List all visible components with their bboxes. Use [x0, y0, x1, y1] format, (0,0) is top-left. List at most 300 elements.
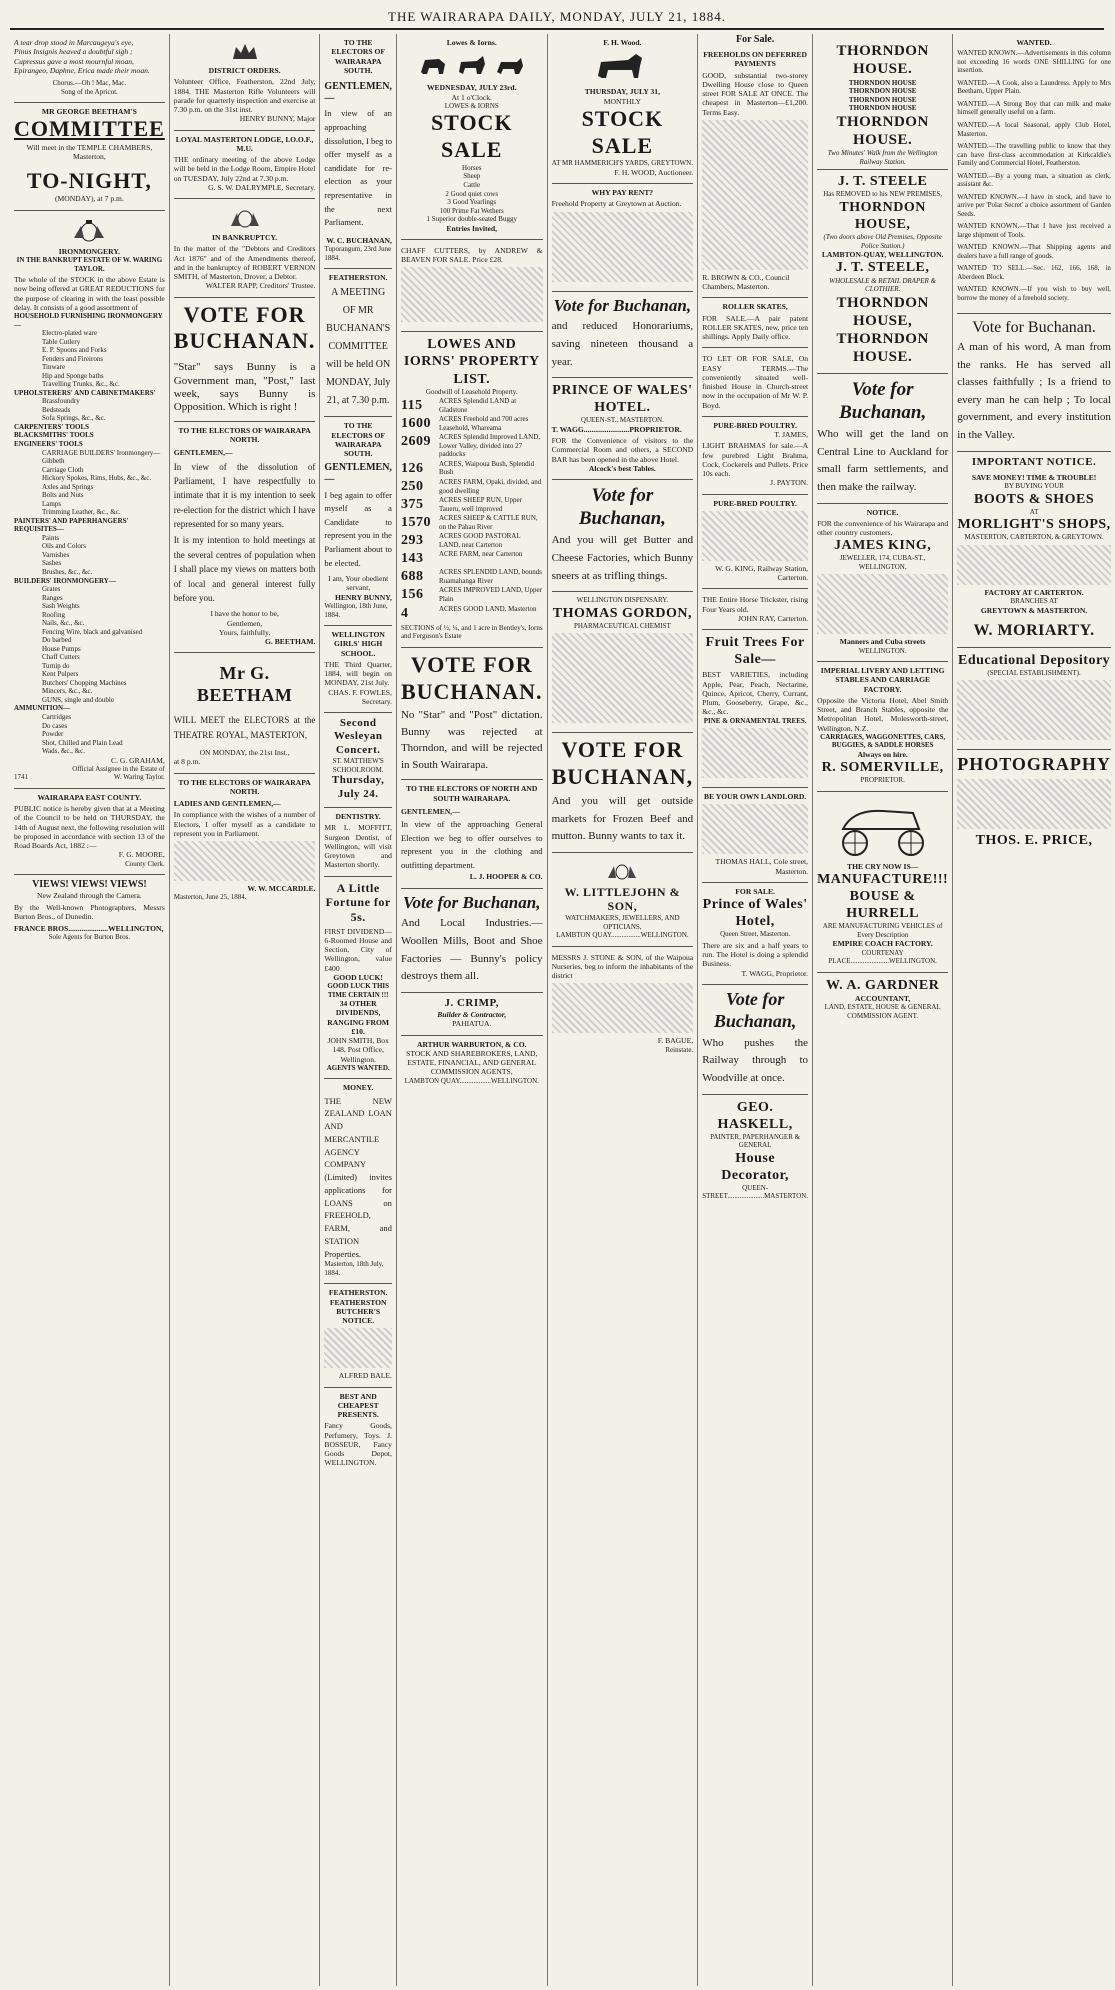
- list-item: Sash Weights: [42, 602, 80, 611]
- notice-body: FOR the convenience of his Wairarapa and other country customers,: [817, 518, 949, 537]
- prince-lease-subtitle: Queen Street, Masterton.: [720, 930, 791, 939]
- freeholds-title: FREEHOLDS ON DEFERRED PAYMENTS: [703, 50, 808, 69]
- royal-crest-icon: [174, 206, 316, 230]
- wood-header: F. H. Wood.: [603, 38, 642, 47]
- text-block-placeholder: [957, 779, 1111, 829]
- list-item: BUILDERS' IRONMONGERY—: [14, 576, 116, 585]
- electors-south2-date: Wellington, 18th June, 1884.: [324, 601, 388, 619]
- bouse-title: THE CRY NOW IS—: [847, 861, 919, 871]
- bankruptcy-title: IN BANKRUPTCY.: [212, 233, 278, 242]
- list-item: WANTED KNOWN.—Advertisements in this column not exceeding 16 words ONE SHILLING for one insertion.: [957, 49, 1111, 75]
- columns: [10, 34, 1111, 1986]
- property-text: ACRES SHEEP & CATTLE RUN, on the Pahau River: [438, 514, 538, 531]
- fortune-title: A Little Fortune for 5s.: [325, 880, 391, 924]
- list-item: Trimming Leather, &c., &c.: [42, 508, 121, 517]
- electors-south-greeting: GENTLEMEN,—: [324, 81, 392, 105]
- fruit-body: BEST VARIETIES, including Apple, Pear, Peach, Nectarine, Quince, Apricot, Cherry, Currant, Plum, Gooseberry, Grape, &c., &c., &c.: [702, 670, 809, 717]
- electors-south-signature: W. C. BUCHANAN,: [326, 235, 392, 245]
- thorndon-repeat: THORNDON HOUSE: [848, 95, 917, 104]
- list-item: WANTED TO SELL.—Sec. 162, 166, 168, in Aberdeen Block.: [957, 264, 1111, 281]
- educational-ad: [957, 648, 1111, 751]
- steele2: J. T. STEELE,: [835, 260, 930, 276]
- list-item: UPHOLSTERERS' AND CABINETMAKERS': [14, 388, 156, 397]
- list-item: Cartridges: [42, 713, 72, 721]
- list-item: Sashes: [42, 559, 62, 568]
- livery-sub: CARRIAGES, WAGGONETTES, CARS, BUGGIES, & SADDLE HORSES: [820, 732, 946, 750]
- wood-monthly: MONTHLY: [603, 96, 641, 106]
- important-name: MORLIGHT'S SHOPS,: [957, 517, 1111, 533]
- volunteer-body: Volunteer Office, Featherston, 22nd July, 1884. THE Masterton Rifle Volunteers will parade for quarterly inspection and exercise at 7.30 p.m. on the 31st inst.: [173, 77, 316, 114]
- vote-buchanan-ad-9: [957, 314, 1111, 452]
- vote-body: Who pushes the Railway through to Woodville at once.: [702, 1036, 809, 1084]
- list-item: Mincers, &c., &c.: [42, 687, 93, 696]
- bague-signature: F. BAGUE,: [657, 1036, 694, 1046]
- dentistry-title: DENTISTRY.: [335, 812, 381, 822]
- vote-line1: VOTE FOR: [410, 651, 533, 677]
- list-item: [401, 586, 543, 603]
- poem-chorus: Chorus.—Oh ! Mac, Mac.: [52, 79, 127, 87]
- property-acres: 4: [400, 605, 409, 621]
- steele-place: THORNDON HOUSE,: [839, 199, 926, 233]
- bouse-factory: EMPIRE COACH FACTORY.: [832, 939, 933, 949]
- poultry2-signature: W. G. KING, Railway Station, Carterton.: [715, 563, 809, 583]
- committee-title: COMMITTEE: [14, 116, 165, 142]
- dentistry-ad: [324, 808, 392, 877]
- haskell-title: GEO. HASKELL,: [717, 1099, 793, 1132]
- money-ad: [324, 1079, 392, 1284]
- thorndon4: THORNDON HOUSE.: [836, 331, 929, 366]
- bankruptcy-ad: [174, 199, 316, 298]
- property-text: ACRES SPLENDID LAND, bounds Ruamahanga River: [438, 568, 542, 585]
- list-item: Bedsteads: [42, 405, 71, 414]
- trickster-body: THE Entire Horse Trickster, rising Four Years old.: [702, 595, 809, 614]
- fortune-good-luck2: GOOD LUCK THIS TIME CERTAIN !!!: [327, 982, 390, 999]
- james-king-ad: [817, 504, 948, 663]
- list-item: WANTED KNOWN.—That Shipping agents and dealers have a full range of goods.: [957, 243, 1111, 260]
- freeholds-ad: [702, 46, 808, 298]
- girls-school-body: THE Third Quarter, 1884, will begin on MONDAY, 21st July.: [324, 659, 392, 688]
- oddfellows-signature: G. S. W. DALRYMPLE, Secretary.: [208, 182, 316, 192]
- property-text: ACRES IMPROVED LAND, Upper Plain: [438, 586, 542, 603]
- rent-title: WHY PAY RENT?: [591, 188, 654, 198]
- list-item: WANTED KNOWN.—I have in stock, and have to arrive per 'Polar Secret' a choice assortment of Garden Seeds.: [957, 192, 1111, 218]
- committee-body: Will meet in the TEMPLE CHAMBERS, Masterton,: [26, 143, 153, 162]
- electors-north-signature: G. BEETHAM.: [265, 637, 316, 647]
- stock-sale-agents: LOWES & IORNS: [444, 101, 499, 110]
- electors-south2-closing: I am, Your obedient servant,: [328, 574, 389, 593]
- property-acres: 156: [400, 587, 424, 603]
- poultry-signature2: J. PAYTON.: [770, 478, 809, 488]
- haskell-place: QUEEN-STREET.....................MASTERTON.: [702, 1183, 809, 1201]
- lowes-stock-sale-ad: [401, 34, 543, 240]
- gardner-body: LAND, ESTATE, HOUSE & GENERAL COMMISSION AGENT.: [824, 1003, 941, 1020]
- list-item: Paints: [42, 533, 60, 542]
- wanted-items: [957, 49, 1111, 302]
- thorndon-title2: THORNDON HOUSE.: [836, 113, 929, 149]
- property-text: ACRES Splendid Improved LAND, Lower Valley, divided into 27 paddocks: [438, 433, 541, 459]
- list-item: [401, 514, 543, 531]
- electors-north2-ad: [174, 774, 316, 908]
- property-text: ACRES GOOD LAND, Masterton: [438, 604, 537, 613]
- thorndon-note: Two Minutes' Walk from the Wellington Railway Station.: [827, 149, 938, 166]
- vote-header: VOTE FOR: [183, 301, 306, 327]
- dispensary-title: WELLINGTON DISPENSARY.: [576, 596, 669, 605]
- forsale2: FOR SALE.: [735, 886, 775, 896]
- dispensary-name: THOMAS GORDON,: [552, 605, 692, 621]
- volunteer-title: DISTRICT ORDERS.: [208, 66, 281, 75]
- list-item: Fenders and Fireirons: [42, 354, 104, 363]
- property-text: ACRES SHEEP RUN, Upper Taueru, well improved: [438, 496, 522, 513]
- vote-buchanan-ad-2: [401, 648, 543, 781]
- text-block-placeholder: [817, 574, 948, 634]
- ironmongery-title: IRONMONGERY.: [58, 246, 121, 256]
- fruit-trees-ad: [702, 630, 808, 788]
- oddfellows-body: THE ordinary meeting of the above Lodge will be held in the Lodge Room, Empire Hotel on TUESDAY, July 22nd at 7.30 p.m.: [173, 155, 316, 183]
- prince-subtitle: QUEEN-ST., MASTERTON.: [580, 416, 664, 425]
- royal-crest-icon: [552, 860, 694, 882]
- list-item: Sofa Springs, &c., &c.: [42, 414, 106, 423]
- poultry2-title: PURE-BRED POULTRY.: [713, 498, 797, 508]
- ironmongery-ref: 1741: [14, 773, 28, 782]
- bankruptcy-body: In the matter of the "Debtors and Creditors Act 1876" and of the Amendments thereof, and in the bankruptcy of ROBERT VERNON SMITH, of Masterton, Drover, a Debtor.: [173, 244, 316, 281]
- property-list-intro: Goodwill of Leasehold Property.: [425, 387, 518, 396]
- electors-north2-title: TO THE ELECTORS OF WAIRARAPA NORTH.: [178, 777, 311, 796]
- money-body: THE NEW ZEALAND LOAN AND MERCANTILE AGENCY COMPANY (Limited) invites applications for LOANS on FREEHOLD, FARM, and STATION Properties.: [324, 1095, 392, 1259]
- electors-south2-title: TO THE ELECTORS OF WAIRARAPA SOUTH.: [331, 421, 386, 459]
- list-item: WANTED.—The travelling public to know that they can have first-class accommodation at Kirkcaldie's Family and Commercial Hotel, Featherston.: [957, 142, 1111, 168]
- warburton-body: STOCK AND SHAREBROKERS, LAND, ESTATE, FINANCIAL, AND GENERAL COMMISSION AGENTS,: [406, 1048, 538, 1077]
- electors-north2-greeting: LADIES AND GENTLEMEN,—: [173, 799, 281, 809]
- livery-signature: R. SOMERVILLE,: [821, 760, 944, 776]
- livestock-icon: [401, 50, 543, 80]
- text-block-placeholder: [702, 804, 808, 854]
- list-item: Kent Pulpers: [42, 670, 79, 679]
- property-text: ACRES Splendid LAND at Gladstone: [438, 397, 517, 414]
- vote-buchanan-ad-6: [552, 733, 694, 852]
- electors-south2-body: I beg again to offer myself as a Candidate to represent you in the Parliament about to be elected.: [324, 489, 392, 568]
- stone-ad: [552, 947, 694, 1061]
- moriarty: W. MORIARTY.: [973, 622, 1095, 640]
- list-item: [401, 433, 543, 459]
- steele2-role: WHOLESALE & RETAIL DRAPER & CLOTHIER.: [829, 276, 936, 294]
- views-subtitle: New Zealand through the Camera.: [37, 891, 142, 901]
- concert-ad: [324, 713, 392, 808]
- freeholds-body: GOOD, substantial two-storey Dwelling House close to Queen street FOR SALE AT ONCE. The cheapest in Masterton—£1,200. Terms Easy.: [702, 70, 809, 117]
- warburton-place: LAMBTON QUAY..................WELLINGTON.: [404, 1076, 539, 1085]
- electors-ns-body: In view of the approaching General Election we beg to offer ourselves to represent you in the clothing and outfitting department.: [400, 819, 543, 870]
- list-item: Gibbeth: [42, 457, 65, 466]
- electors-south2-ad: [324, 417, 392, 626]
- gardner-title: W. A. GARDNER: [825, 977, 940, 993]
- electors-south-date: Tuporangum, 23rd June 1884.: [324, 244, 392, 262]
- property-text: ACRES, Waipoua Bush, Splendid Bush: [438, 459, 535, 477]
- crimp-title: J. CRIMP,: [444, 996, 499, 1009]
- electors-south2-greeting: GENTLEMEN,—: [324, 462, 392, 486]
- list-item: WANTED.—A local Seasonal, apply Club Hotel, Masterton.: [957, 120, 1111, 138]
- bouse-place: COURTENAY PLACE......................WELLINGTON.: [828, 948, 937, 966]
- vote2-line1: Vote for Buchanan,: [578, 485, 666, 530]
- list-item: [401, 415, 543, 432]
- girls-school-ad: [324, 626, 392, 713]
- column-7: [812, 34, 952, 1986]
- text-block-placeholder: [552, 633, 694, 723]
- carriage-icon: [817, 799, 948, 859]
- ironmongery-signature-role: Official Assignee in the Estate of: [72, 764, 165, 773]
- thorndon3: THORNDON HOUSE,: [836, 294, 929, 329]
- beetham-meets-when: ON MONDAY, the 21st Inst.,: [199, 748, 290, 758]
- electors-south-title: TO THE ELECTORS OF WAIRARAPA SOUTH.: [331, 38, 386, 75]
- poultry2-ad: [702, 495, 808, 590]
- vote2-body: And Local Industries.— Woollen Mills, Boot and Shoe Factories — Bunny's policy destroys them all.: [400, 917, 543, 983]
- concert-date: Thursday, July 24.: [331, 774, 385, 800]
- list-item: [401, 397, 543, 414]
- girls-school-signature: CHAS. F. FOWLES, Secretary.: [328, 687, 392, 706]
- wood-stock-sale-ad: [552, 34, 694, 184]
- text-block-placeholder: [957, 545, 1111, 585]
- livery-role: PROPRIETOR.: [860, 776, 905, 785]
- east-county-ad: [14, 789, 165, 875]
- important-branches2: GREYTOWN & MASTERTON.: [980, 605, 1088, 615]
- list-item: Wads, &c., &c.: [42, 747, 85, 756]
- text-block-placeholder: [957, 680, 1111, 740]
- butchers-title: FEATHERSTON. FEATHERSTON: [328, 1288, 388, 1307]
- wood-date: THURSDAY, JULY 31,: [584, 87, 660, 97]
- littlejohn-place: LAMBTON QUAY.................WELLINGTON.: [556, 931, 689, 940]
- to-let-ad: [702, 348, 808, 417]
- photography-signature: THOS. E. PRICE,: [975, 833, 1093, 849]
- educational-sub: (SPECIAL ESTABLISHMENT).: [987, 668, 1081, 677]
- list-item: Electro-plated ware: [42, 329, 97, 338]
- haskell-subtitle2: House Decorator,: [721, 1150, 790, 1183]
- column-5: [547, 34, 698, 1986]
- important-notice-ad: [957, 452, 1111, 648]
- song-title: Song of the Apricot.: [61, 87, 118, 96]
- electors-north-body2: It is my intention to hold meetings at the several centres of population when I shall place my views on matters both of local and general interest fully before you.: [173, 535, 316, 604]
- list-item: Chaff Cutters: [42, 653, 80, 662]
- stone-body: MESSRS J. STONE & SON, of the Waipoua Nurseries, beg to inform the inhabitants of the district: [551, 952, 694, 981]
- property-text: ACRES GOOD PASTORAL LAND, near Carterton: [438, 532, 521, 549]
- list-item: Horses: [462, 163, 482, 172]
- column-6: [697, 34, 812, 1986]
- list-item: House Pumps: [42, 644, 81, 653]
- cheapest-title: BEST AND CHEAPEST PRESENTS.: [337, 1391, 379, 1420]
- list-item: WANTED KNOWN.—That I have just received a large shipment of Tools.: [957, 222, 1111, 239]
- fortune-good-luck: GOOD LUCK!: [333, 972, 383, 982]
- list-item: Grates: [42, 585, 61, 594]
- crown-icon: [174, 41, 316, 63]
- vote2-line1: Vote for Buchanan,: [403, 892, 541, 912]
- dentistry-body: MR L. MOFFITT, Surgeon Dentist, of Wellington, will visit Greytown and Masterton shortly.: [324, 823, 392, 870]
- vote-body: A man of his word, A man from the ranks. He has served all classes faithfully ; Is a friend to every man he can help ; To local government, and every institution in the Valley.: [957, 341, 1111, 442]
- stock-sale-time: At 1 o'Clock.: [451, 92, 492, 102]
- bouse-ad: [817, 792, 948, 973]
- list-item: Varnishes: [42, 550, 70, 559]
- poem-line: Pinus Insignis heaved a doubtful sigh ;: [14, 47, 133, 57]
- freeholds-signature: R. BROWN & CO., Council Chambers, Masterton.: [702, 272, 790, 292]
- property-acres: 688: [400, 569, 424, 585]
- prince-hotel-ad: [552, 378, 694, 480]
- vote-line1: Vote for Buchanan,: [553, 295, 692, 315]
- poem: [14, 34, 165, 103]
- list-item: Table Cutlery: [42, 337, 81, 346]
- list-item: GUNS, single and double: [42, 695, 114, 704]
- text-block-placeholder: [552, 983, 694, 1033]
- list-item: [401, 496, 543, 513]
- list-item: CARPENTERS' TOOLS: [14, 422, 90, 431]
- property-items: [401, 397, 543, 621]
- forsale-header: For Sale.: [736, 34, 775, 45]
- poultry-ad: [702, 417, 808, 495]
- chaff-body: CHAFF CUTTERS, by ANDREW & BEAVEN FOR SALE. Price £28.: [400, 245, 543, 265]
- list-item: Butchers' Chopping Machines: [42, 678, 127, 687]
- electors-ns-ad: [401, 780, 543, 888]
- list-item: Bolts and Nuts: [42, 491, 84, 500]
- beetham-meets-title: Mr G. BEETHAM: [196, 663, 293, 706]
- text-block-placeholder: [324, 1328, 392, 1368]
- vote-body: and reduced Honorariums, saving nineteen thousand a year.: [551, 320, 694, 368]
- roller-skates-ad: [702, 298, 808, 348]
- property-list-title: LOWES AND IORNS' PROPERTY LIST.: [403, 337, 540, 387]
- electors-north-ad: [174, 422, 316, 654]
- cheapest-ad: [324, 1388, 392, 1474]
- notice-name: JAMES KING,: [834, 538, 932, 554]
- list-item: Shot, Chilled and Plain Lead: [42, 738, 123, 747]
- rent-body: Freehold Property at Greytown at Auction.: [551, 199, 682, 209]
- property-sections: SECTIONS of ½, ¼, and 1 acre in Bentley's, Iorns and Ferguson's Estate: [400, 623, 543, 641]
- fortune-other: 34 OTHER DIVIDENDS, RANGING FROM £10.: [327, 999, 390, 1036]
- important-branches: BRANCHES AT: [1010, 597, 1058, 606]
- property-acres: 250: [400, 479, 424, 494]
- list-item: Do barbed: [42, 636, 72, 645]
- beetham-meets-ad: [174, 653, 316, 773]
- east-county-title: WAIRARAPA EAST COUNTY.: [37, 792, 142, 802]
- electors-north-closing3: Yours, faithfully,: [218, 627, 271, 637]
- stock-items: [401, 164, 543, 224]
- property-text: ACRES Freehold and 700 acres Leasehold, Whareama: [438, 415, 529, 432]
- list-item: 1 Superior double-seated Buggy: [426, 215, 517, 224]
- property-text: ACRE FARM, near Carterton: [438, 550, 523, 559]
- property-acres: 126: [400, 460, 424, 476]
- property-acres: 115: [400, 398, 423, 414]
- wood-venue: AT MR HAMMERICH'S YARDS, GREYTOWN.: [551, 159, 693, 168]
- fortune-agents: AGENTS WANTED.: [326, 1063, 390, 1072]
- list-item: Brushes, &c., &c.: [42, 567, 93, 576]
- list-item: Turnip do: [42, 661, 70, 670]
- electors-north-closing: I have the honor to be,: [210, 609, 279, 619]
- vote-buchanan-ad-8: [817, 374, 948, 504]
- warburton-ad: [401, 1036, 543, 1092]
- list-item: [401, 550, 543, 567]
- prince-lease-ad: [702, 883, 808, 985]
- electors-north-body: In view of the dissolution of Parliament, I have respectfully to intimate that it is my intention to seek re-election for the district which I have represented for so many years.: [173, 461, 316, 530]
- electors-north-greeting: GENTLEMEN,—: [173, 448, 233, 458]
- list-item: PAINTERS' AND PAPERHANGERS' REQUISITES—: [14, 516, 129, 534]
- royal-crest-icon: [14, 218, 165, 244]
- manners: Manners and Cuba streets: [839, 637, 926, 647]
- thorndon-repeat: THORNDON HOUSE: [848, 87, 917, 96]
- electors-north2-signature: W. W. MCCARDLE.: [247, 884, 316, 894]
- steele-title: J. T. STEELE: [837, 174, 928, 190]
- important-sub2: BOOTS & SHOES: [974, 491, 1095, 507]
- poem-line: Epirangeo, Daphne, Erica made their moan.: [14, 65, 150, 75]
- list-item: Tinware: [42, 363, 66, 372]
- important-sub: BY BUYING YOUR: [1004, 482, 1064, 491]
- money-date: Masterton, 18th July, 1884.: [324, 1260, 384, 1277]
- haskell-subtitle: PAINTER, PAPERHANGER & GENERAL: [710, 1132, 801, 1150]
- ironmongery-heading: IN THE BANKRUPT ESTATE OF W. WARING TAYLOR.: [16, 255, 163, 273]
- stock-sale-date: WEDNESDAY, JULY 23rd.: [426, 83, 517, 93]
- list-item: Fencing Wire, black and galvanised: [42, 627, 143, 636]
- girls-school-title: WELLINGTON GIRLS' HIGH SCHOOL.: [331, 630, 385, 658]
- wanted-ad: [957, 34, 1111, 314]
- thorndon-repeat: THORNDON HOUSE: [848, 104, 917, 113]
- text-block-placeholder: [401, 267, 543, 322]
- chaff-ad: [401, 240, 543, 333]
- fruit-sub: PINE & ORNAMENTAL TREES.: [703, 716, 807, 725]
- ironmongery-list: [14, 312, 165, 756]
- livery-title: IMPERIAL LIVERY AND LETTING STABLES AND CARRIAGE FACTORY.: [820, 666, 945, 694]
- bunny-text: "Star" says Bunny is a Government man, "Post," last week, says Bunny is Opposition. Which is right !: [173, 361, 316, 414]
- bouse-body: ARE MANUFACTURING VEHICLES of Every Description: [822, 922, 943, 939]
- beetham-meets-time: at 8 p.m.: [173, 757, 201, 767]
- ironmongery-ad: [14, 211, 165, 789]
- list-item: Travelling Trunks, &c., &c.: [42, 380, 120, 389]
- notice-title: NOTICE.: [866, 507, 899, 517]
- list-item: [401, 478, 543, 495]
- volunteer-signature: HENRY BUNNY, Major: [239, 114, 316, 124]
- lambton: LAMBTON-QUAY, WELLINGTON.: [821, 250, 944, 260]
- bull-icon: [552, 50, 694, 84]
- list-item: WANTED.—A Cook, also a Laundress. Apply to Mrs Beetham, Upper Plain.: [957, 78, 1111, 96]
- column-2: [169, 34, 320, 1986]
- electors-south-ad: [324, 34, 392, 269]
- crimp-place: PAHIATUA.: [452, 1019, 492, 1029]
- trickster-signature: JOHN RAY, Carterton.: [738, 613, 809, 623]
- thorndon-house-ad: [817, 34, 948, 374]
- views-footer: FRANCE BROS.....................WELLINGTON,: [14, 924, 164, 934]
- list-item: Oils and Colors: [42, 542, 86, 551]
- list-item: Cattle: [463, 181, 481, 189]
- text-block-placeholder: [702, 511, 808, 561]
- fortune-signature: JOHN SMITH, Box 148, Post Office, Wellington.: [327, 1036, 389, 1064]
- ironmongery-signature: C. G. GRAHAM,: [111, 755, 165, 765]
- property-acres: 375: [400, 497, 424, 513]
- list-item: WANTED.—A Strong Boy that can milk and make himself generally useful on a farm.: [957, 99, 1111, 117]
- gardner-ad: [817, 973, 948, 1026]
- committee-when: TO-NIGHT,: [26, 167, 152, 193]
- electors-north2-body: In compliance with the wishes of a number of Electors, I offer myself as a candidate to represent you in Parliament.: [173, 810, 316, 838]
- list-item: Brassfoundry: [42, 397, 80, 406]
- vote3-body: And you will get outside markets for Frozen Beef and mutton. Bunny wants to tax it.: [551, 795, 694, 843]
- vote3-line2: BUCHANAN,: [551, 764, 694, 790]
- vote-line1: Vote for Buchanan.: [972, 318, 1096, 336]
- vote-name: BUCHANAN.: [173, 328, 316, 354]
- bouse-title2: MANUFACTURE!!!: [817, 872, 949, 888]
- east-county-role: County Clerk.: [125, 859, 165, 868]
- list-item: 2 Good quiet cows: [445, 189, 499, 198]
- warburton-title: ARTHUR WARBURTON, & CO.: [416, 1039, 527, 1049]
- column-8: [952, 34, 1115, 1986]
- prince-lease-signature: T. WAGG, Proprietor.: [741, 968, 809, 978]
- property-acres: 293: [400, 533, 424, 549]
- roller-skates-body: FOR SALE.—A pair patent ROLLER SKATES, new, price ten shillings. Apply Daily office.: [702, 313, 809, 342]
- list-item: [401, 460, 543, 477]
- vote-buchanan-ad-7: [702, 985, 808, 1095]
- notice-role: JEWELLER, 174, CUBA-ST., WELLINGTON,: [839, 554, 926, 571]
- featherston-title: FEATHERSTON.: [328, 273, 388, 283]
- list-item: E. P. Spoons and Forks: [42, 346, 107, 355]
- list-item: Do cases: [42, 721, 68, 730]
